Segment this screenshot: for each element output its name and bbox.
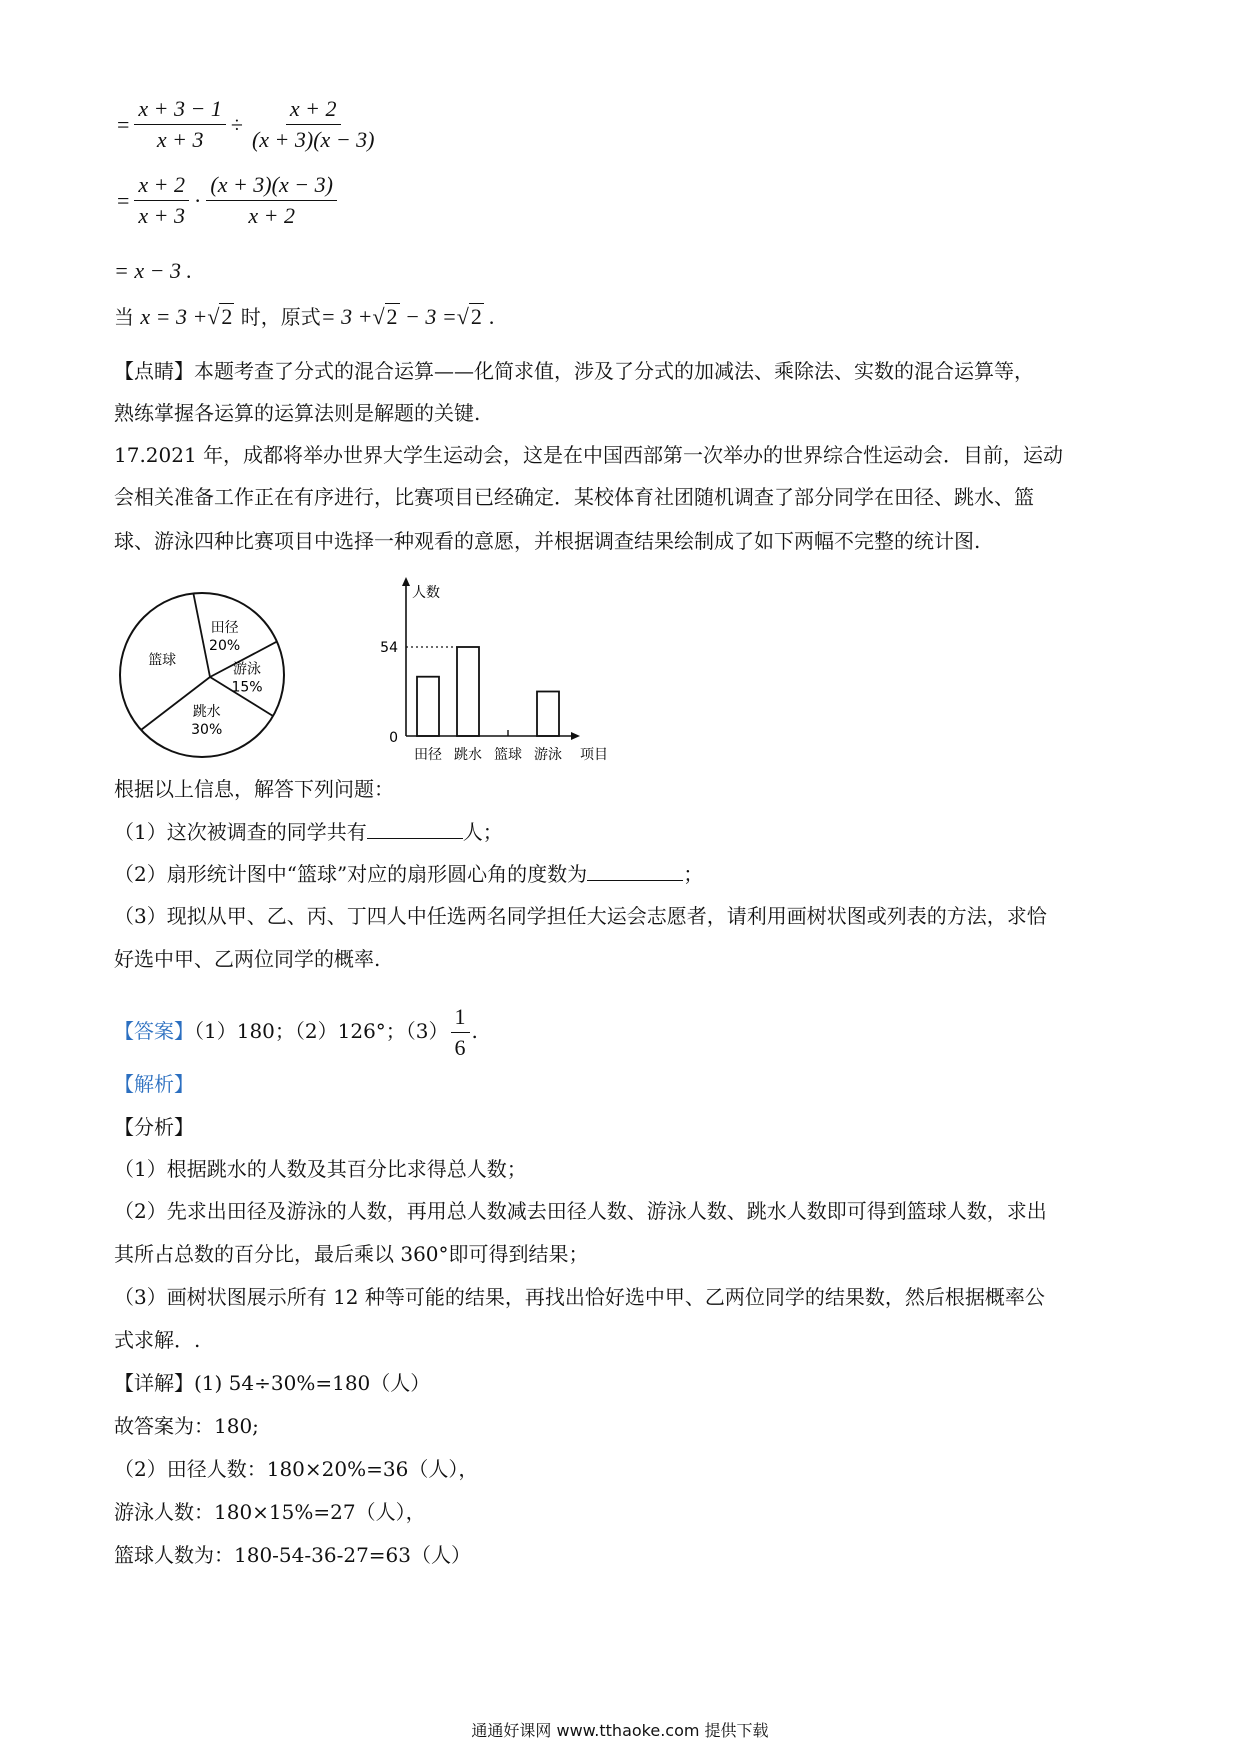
radicand: 2 — [470, 304, 482, 329]
numerator: 1 — [451, 1004, 470, 1033]
math-line-3: = x − 3 . — [114, 258, 192, 283]
fraction-1 — [134, 96, 225, 153]
y-axis-arrow-icon — [402, 577, 410, 586]
math-line-1 — [114, 96, 381, 153]
analysis-tag: 【解析】 — [114, 1072, 194, 1096]
pie-label-tiaoshui: 跳水 — [192, 703, 221, 720]
sqrt-3: √2 — [456, 304, 482, 329]
denominator: x + 3 — [138, 203, 186, 228]
sqrt-2: √2 — [372, 304, 398, 329]
pie-label-tianjing: 田径 — [210, 619, 239, 636]
text-when: 当 — [114, 305, 141, 329]
answer-period: . — [471, 1019, 478, 1043]
subq-1-suffix: 人； — [462, 820, 503, 844]
detail-line-2: 故答案为：180; — [114, 1414, 259, 1438]
fraction-2 — [206, 172, 337, 229]
bar-tianjing — [417, 677, 439, 736]
numerator: x + 2 — [286, 96, 341, 125]
question-line-3: 球、游泳四种比赛项目中选择一种观看的意愿，并根据调查结果绘制成了如下两幅不完整的统计图. — [114, 529, 981, 553]
numerator: (x + 3)(x − 3) — [206, 172, 337, 201]
math-line-4 — [114, 304, 495, 330]
bar-chart — [360, 575, 650, 765]
minus-three: − 3 = — [399, 304, 457, 329]
numerator: x + 3 − 1 — [134, 96, 225, 125]
analysis-p3-line-1: （3）画树状图展示所有 12 种等可能的结果，再找出恰好选中甲、乙两位同学的结果数，然后根据概率公 — [114, 1285, 1045, 1309]
sqrt-1: √2 — [207, 304, 233, 329]
subq-2-suffix: ； — [683, 862, 704, 886]
x-equation: x = 3 + — [140, 304, 208, 329]
y-tick-54: 54 — [380, 640, 398, 656]
subq-intro: 根据以上信息，解答下列问题： — [114, 777, 394, 801]
y-axis-label: 人数 — [412, 585, 440, 601]
fraction-1 — [134, 172, 189, 229]
y-tick-0: 0 — [389, 730, 398, 746]
answer-blank-1 — [367, 818, 463, 839]
x-axis-label: 项目 — [580, 747, 608, 763]
denominator: x + 3 — [156, 127, 204, 152]
analysis-p2-line-2: 其所占总数的百分比，最后乘以 360°即可得到结果； — [114, 1242, 589, 1266]
x-tick-youyong: 游泳 — [534, 747, 562, 763]
bar-marks — [406, 647, 559, 736]
equals-sign: = — [117, 111, 130, 137]
x-tick-tiaoshui: 跳水 — [454, 747, 482, 763]
pie-label-youyong: 游泳 — [233, 661, 261, 678]
equals-sign: = — [117, 187, 130, 213]
question-line-2: 会相关准备工作正在有序进行，比赛项目已经确定．某校体育社团随机调查了部分同学在田径、跳水、篮 — [114, 485, 1034, 509]
pie-value-tiaoshui: 30% — [191, 721, 223, 738]
analysis-p1: （1）根据跳水的人数及其百分比求得总人数； — [114, 1157, 527, 1181]
detail-line-1: 【详解】(1) 54÷30%=180（人） — [114, 1371, 431, 1395]
denominator: (x + 3)(x − 3) — [251, 127, 375, 152]
subq-3-line-1: （3）现拟从甲、乙、丙、丁四人中任选两名同学担任大运会志愿者，请利用画树状图或列表的方法，求恰 — [114, 904, 1047, 928]
subq-2 — [114, 860, 703, 887]
radicand: 2 — [221, 304, 233, 329]
analysis-p2-line-1: （2）先求出田径及游泳的人数，再用总人数减去田径人数、游泳人数、跳水人数即可得到篮球人数，求出 — [114, 1199, 1047, 1223]
x-axis-arrow-icon — [571, 732, 580, 740]
subq-1-text: （1）这次被调查的同学共有 — [114, 820, 367, 844]
bar-tiaoshui — [457, 647, 479, 736]
analysis-p3-line-2: 式求解．. — [114, 1328, 201, 1352]
detail-line-5: 篮球人数为：180-54-36-27=63（人） — [114, 1543, 472, 1567]
detail-line-4: 游泳人数：180×15%=27（人）， — [114, 1500, 426, 1524]
page-footer: 通通好课网 www.tthaoke.com 提供下载 — [471, 1721, 769, 1740]
detail-line-3: （2）田径人数：180×20%=36（人）， — [114, 1457, 479, 1481]
result-equation: = 3 + — [320, 304, 373, 329]
answer-fraction — [451, 1004, 470, 1061]
subq-3-line-2: 好选中甲、乙两位同学的概率. — [114, 947, 381, 971]
answer-line — [114, 1004, 478, 1061]
x-tick-tianjing: 田径 — [414, 747, 442, 763]
answer-body: （1）180；（2）126°；（3） — [194, 1019, 449, 1043]
pie-boundary-tianjing — [193, 593, 210, 677]
denominator: 6 — [454, 1035, 466, 1060]
subq-1 — [114, 818, 503, 845]
pie-label-lanqiu: 篮球 — [148, 652, 177, 669]
dianjing-line-2: 熟练掌握各运算的运算法则是解题的关键. — [114, 401, 481, 425]
bar-youyong — [537, 692, 559, 737]
pie-chart — [112, 585, 292, 765]
divide-sign: ÷ — [230, 111, 243, 137]
fraction-2 — [248, 96, 379, 153]
math-line-2 — [114, 172, 339, 229]
pie-value-tianjing: 20% — [209, 637, 241, 654]
x-tick-lanqiu: 篮球 — [494, 747, 522, 763]
answer-blank-2 — [587, 860, 683, 881]
text-original: 时，原式 — [234, 305, 321, 329]
period: . — [483, 304, 495, 329]
denominator: x + 2 — [248, 203, 295, 228]
numerator: x + 2 — [134, 172, 189, 201]
multiply-sign: · — [194, 187, 202, 213]
question-line-1: 17.2021 年，成都将举办世界大学生运动会，这是在中国西部第一次举办的世界综合性运动会．目前，运动 — [114, 443, 1064, 467]
fenxi-tag: 【分析】 — [114, 1115, 194, 1139]
radicand: 2 — [386, 304, 398, 329]
dianjing-line-1: 【点睛】本题考查了分式的混合运算——化简求值，涉及了分式的加减法、乘除法、实数的混合运算等， — [114, 359, 1034, 383]
pie-value-youyong: 15% — [231, 679, 263, 696]
answer-tag: 【答案】 — [114, 1019, 194, 1043]
subq-2-text: （2）扇形统计图中“篮球”对应的扇形圆心角的度数为 — [114, 862, 588, 886]
